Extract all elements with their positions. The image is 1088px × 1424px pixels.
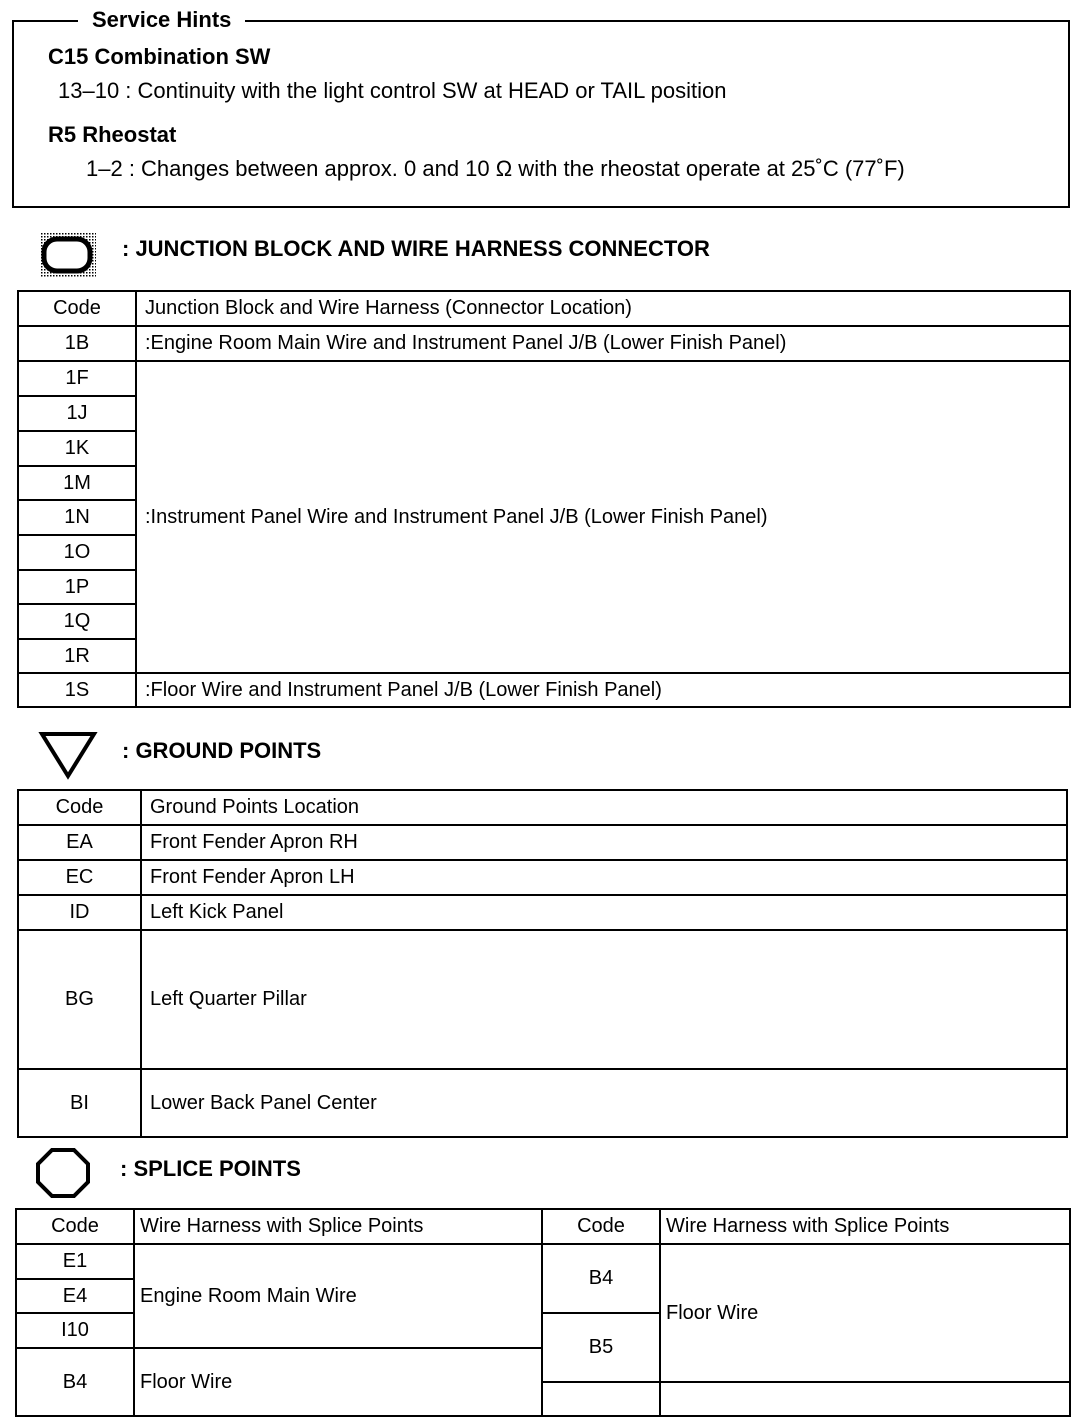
- table-row: [18, 673, 1070, 707]
- splice-octagon-icon: [34, 1146, 92, 1200]
- ground-header-desc: Ground Points Location: [141, 790, 1067, 825]
- table-row: [18, 326, 1070, 361]
- ground-triangle-icon: [38, 730, 98, 782]
- junction-code: 1S: [18, 673, 136, 707]
- service-hints-title: Service Hints: [78, 6, 245, 34]
- junction-header-desc: Junction Block and Wire Harness (Connector Location): [136, 291, 1070, 326]
- table-row: [18, 860, 1067, 895]
- junction-code: 1B: [18, 326, 136, 361]
- splice-code: I10: [16, 1313, 134, 1348]
- ground-desc: Left Quarter Pillar: [141, 930, 1067, 1069]
- hint-line-r5: 1–2 : Changes between approx. 0 and 10 Ω with the rheostat operate at 25˚C (77˚F): [86, 156, 905, 181]
- junction-code: 1F: [18, 361, 136, 396]
- junction-table: [17, 290, 1071, 708]
- ground-desc: Front Fender Apron RH: [141, 825, 1067, 860]
- table-row: [18, 895, 1067, 930]
- junction-desc: :Floor Wire and Instrument Panel J/B (Lower Finish Panel): [136, 673, 1070, 707]
- table-row: [16, 1244, 542, 1279]
- table-row: [18, 1069, 1067, 1137]
- splice-table-left: [15, 1208, 543, 1417]
- ground-table: [17, 789, 1068, 1138]
- ground-desc: Front Fender Apron LH: [141, 860, 1067, 895]
- table-row: [16, 1348, 542, 1416]
- ground-code: BI: [18, 1069, 141, 1137]
- table-row: [542, 1244, 1070, 1313]
- ground-section-title: : GROUND POINTS: [122, 738, 322, 763]
- ground-code: BG: [18, 930, 141, 1069]
- ground-desc: Lower Back Panel Center: [141, 1069, 1067, 1137]
- splice-section-title: : SPLICE POINTS: [120, 1156, 301, 1181]
- splice-header-desc: Wire Harness with Splice Points: [134, 1209, 542, 1244]
- junction-section-title: : JUNCTION BLOCK AND WIRE HARNESS CONNECTOR: [122, 236, 710, 261]
- table-row: [542, 1382, 1070, 1416]
- junction-code: 1N: [18, 500, 136, 535]
- splice-header-code: Code: [16, 1209, 134, 1244]
- splice-code-empty: [542, 1382, 660, 1416]
- junction-desc: :Engine Room Main Wire and Instrument Panel J/B (Lower Finish Panel): [136, 326, 1070, 361]
- splice-desc: Floor Wire: [134, 1348, 542, 1416]
- hint-part-r5: R5 Rheostat: [48, 122, 177, 147]
- splice-desc-merged: Engine Room Main Wire: [134, 1244, 542, 1348]
- splice-code: B4: [16, 1348, 134, 1416]
- splice-code: B4: [542, 1244, 660, 1313]
- ground-header-code: Code: [18, 790, 141, 825]
- hint-line-c15: 13–10 : Continuity with the light control SW at HEAD or TAIL position: [58, 78, 727, 103]
- junction-code: 1M: [18, 466, 136, 500]
- table-row: [18, 930, 1067, 1069]
- splice-desc-merged: Floor Wire: [660, 1244, 1070, 1382]
- junction-code: 1P: [18, 570, 136, 604]
- splice-desc-empty: [660, 1382, 1070, 1416]
- splice-code: E1: [16, 1244, 134, 1279]
- hint-part-c15: C15 Combination SW: [48, 44, 271, 69]
- table-row: [18, 361, 1070, 396]
- junction-code: 1O: [18, 535, 136, 570]
- ground-code: EA: [18, 825, 141, 860]
- splice-code: E4: [16, 1279, 134, 1313]
- ground-code: EC: [18, 860, 141, 895]
- splice-code: B5: [542, 1313, 660, 1382]
- junction-code: 1K: [18, 431, 136, 466]
- junction-code: 1J: [18, 396, 136, 431]
- ground-desc: Left Kick Panel: [141, 895, 1067, 930]
- junction-desc-merged: :Instrument Panel Wire and Instrument Panel J/B (Lower Finish Panel): [136, 361, 1070, 673]
- junction-block-icon: [38, 230, 98, 280]
- table-row: [18, 825, 1067, 860]
- ground-code: ID: [18, 895, 141, 930]
- junction-code: 1Q: [18, 604, 136, 639]
- junction-header-code: Code: [18, 291, 136, 326]
- splice-table-right: [541, 1208, 1071, 1417]
- junction-code: 1R: [18, 639, 136, 673]
- splice-header-desc: Wire Harness with Splice Points: [660, 1209, 1070, 1244]
- splice-header-code: Code: [542, 1209, 660, 1244]
